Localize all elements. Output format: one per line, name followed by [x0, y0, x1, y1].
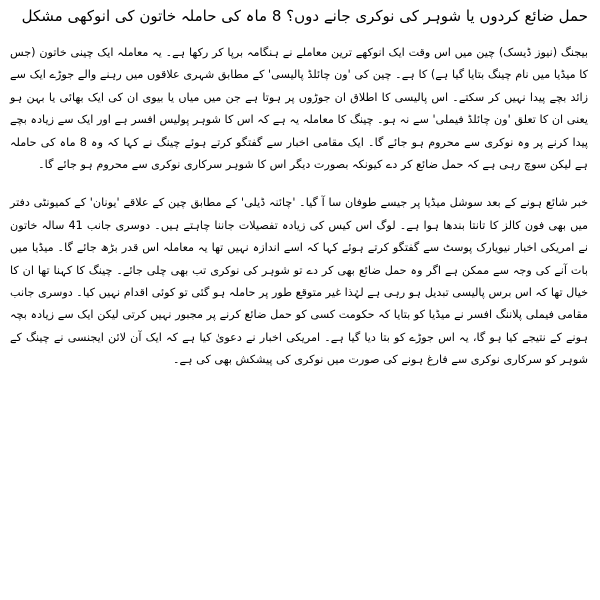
article-paragraph-1: بیجنگ (نیوز ڈیسک) چین میں اس وقت ایک انوکھے ترین معاملے نے ہنگامہ برپا کر رکھا ہے۔ یہ معاملہ ایک چینی خاتون (جس کا میڈیا میں نام چینگ بتایا گیا ہے) کا ہے۔ چین کی 'ون چائلڈ پالیسی' کے مطابق شہری علاقوں میں رہنے والے جوڑے ایک سے زائد بچے پیدا نہیں کر سکتے۔ اس پالیسی کا اطلاق ان جوڑوں پر ہوتا ہے جن میں میاں یا بیوی ان کی ایک بھائی یا بہن ہو یعنی ان کا تعلق 'ون چائلڈ فیملی' سے نہ ہو۔ چینگ کا معاملہ یہ ہے کہ اس کا شوہر پولیس افسر ہے اور ایک سے زیادہ بچے پیدا کرنے پر وہ نوکری سے محروم ہو جائے گا۔ ایک مقامی اخبار سے گفتگو کرتے ہوئے چینگ نے کہا کہ وہ 8 ماہ کی حاملہ ہے لیکن سوچ رہی ہے کہ حمل ضائع کر دے کیونکہ بصورت دیگر اس کا شوہر سرکاری نوکری سے محروم ہو جائے گا۔: [10, 46, 588, 172]
article-paragraph-2: خبر شائع ہونے کے بعد سوشل میڈیا پر جیسے طوفان سا آ گیا۔ 'چائنہ ڈیلی' کے مطابق چین کے علاقے 'یونان' کے کمیونٹی دفتر میں بھی فون کالز کا تانتا بندھا ہوا ہے۔ لوگ اس کیس کی زیادہ تفصیلات جاننا چاہتے ہیں۔ دوسری جانب 41 سالہ خاتون نے امریکی اخبار نیویارک پوسٹ سے گفتگو کرتے ہوئے کہا کہ اسے اندازہ نہیں تھا یہ معاملہ اس قدر بڑھ جائے گا۔ میڈیا میں بات آنے کی وجہ سے ممکن ہے اگر وہ حمل ضائع بھی کر دے تو شوہر کی نوکری تب بھی چلی جائے۔ چینگ کا کہنا تھا ان کا خیال تھا کہ اس برس پالیسی تبدیل ہو رہی ہے لہٰذا غیر متوقع طور پر حاملہ ہو گئی تو کوئی اقدام نہیں کیا۔ دوسری جانب مقامی فیملی پلاننگ افسر نے میڈیا کو بتایا کہ حکومت کسی کو حمل ضائع کرنے پر مجبور نہیں کرتی لیکن ایک سے زیادہ بچہ ہونے کے نتیجے کیا ہو گا، یہ اس جوڑے کو بتا دیا گیا ہے۔ امریکی اخبار نے دعویٰ کیا ہے کہ ایک آن لائن ایجنسی نے چینگ کے شوہر کو سرکاری نوکری سے فارغ ہونے کی صورت میں نوکری کی پیشکش بھی کی ہے۔: [10, 196, 588, 367]
article-headline: حمل ضائع کردوں یا شوہر کی نوکری جانے دوں؟ 8 ماہ کی حاملہ خاتون کی انوکھی مشکل: [21, 7, 588, 25]
